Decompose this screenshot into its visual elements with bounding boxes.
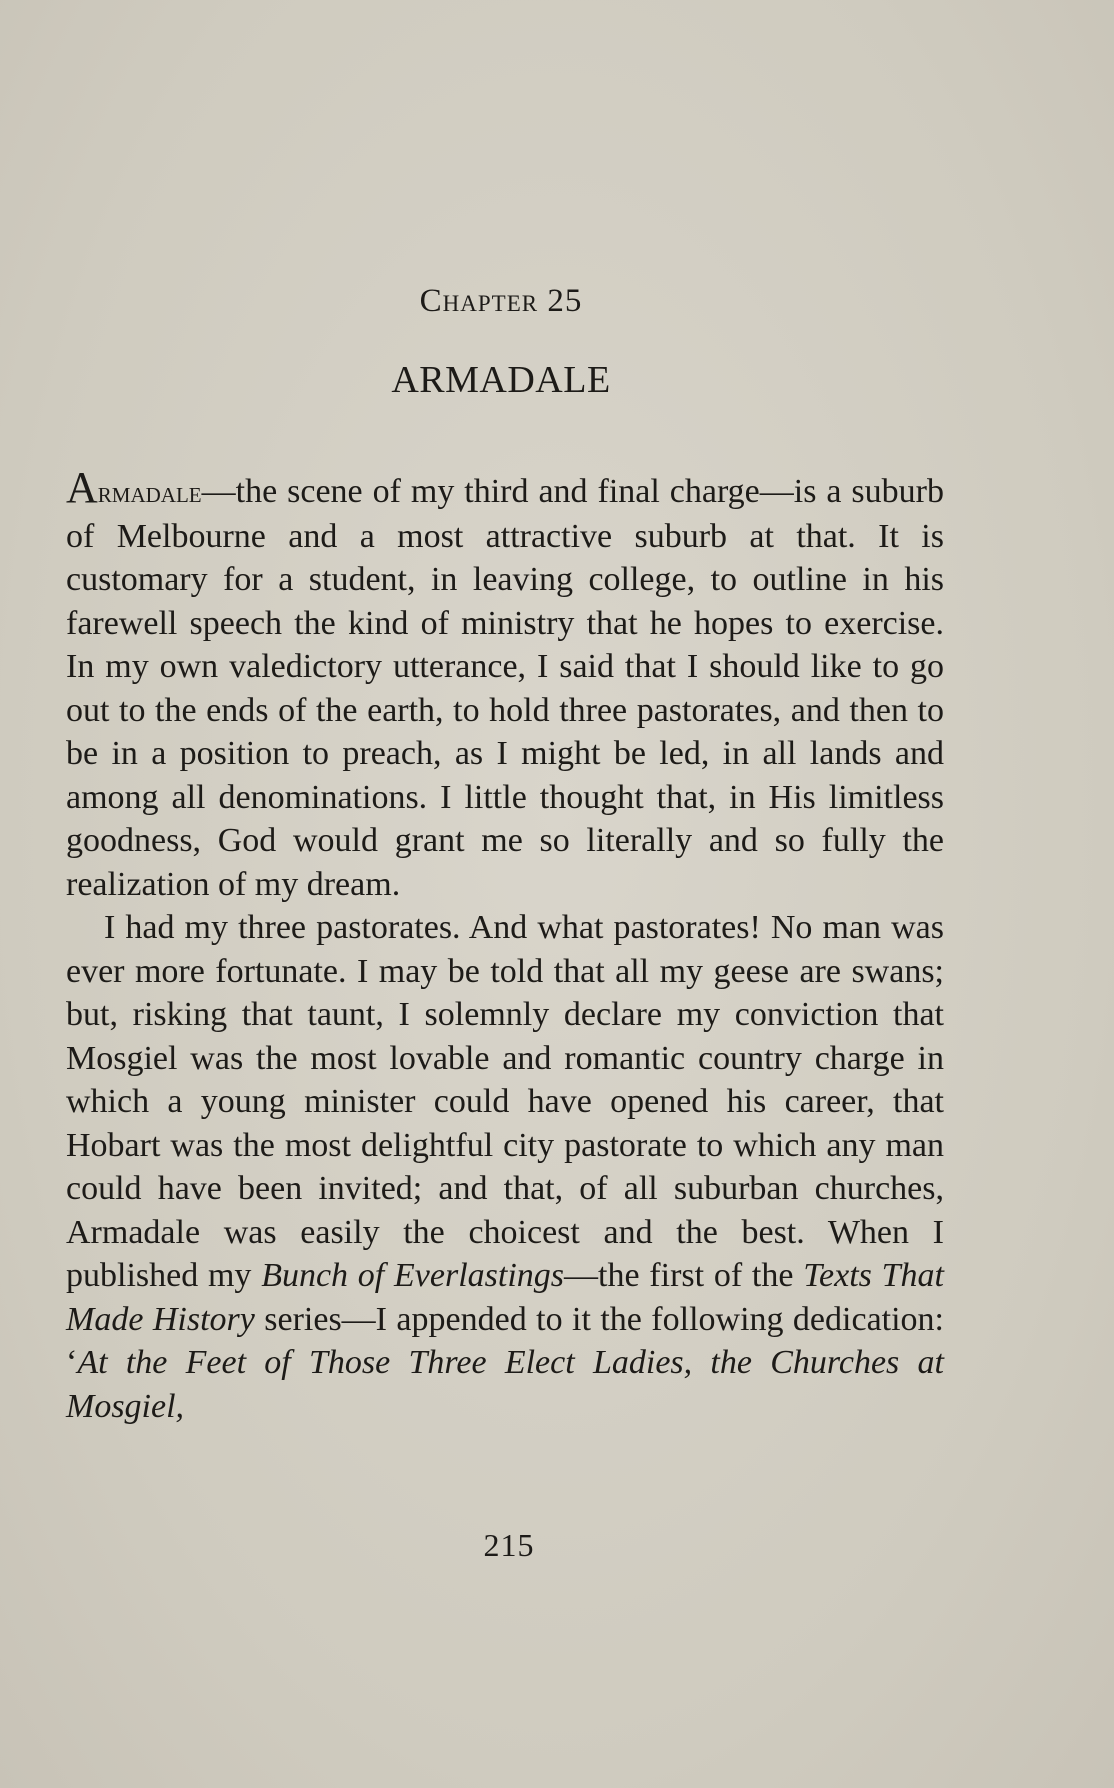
page-number: 215: [483, 1527, 535, 1563]
paragraph-2-text-a: I had my three pastorates. And what pastorates! No man was ever more fortunate. I may be told that all my geese are swans; but, risking that taunt, I solemnly declare my conviction that Mosgiel was the most lovable and romantic country charge in which a young minister could have opened his career, that Hobart was the most delightful city pastorate to which any man could have been invited; and that, of all suburban churches, Armadale was easily the choicest and the best. When I published my: [66, 909, 944, 1294]
book-title-bunch-of-everlastings: Bunch of Everlastings: [261, 1257, 564, 1294]
chapter-label: Chapter 25: [419, 283, 583, 319]
series-title: Texts That Made History: [66, 1257, 944, 1338]
paragraph-1: [66, 463, 944, 906]
dedication-text: At the Feet of Those Three Elect Ladies, the Churches at Mosgiel,: [66, 1344, 944, 1425]
paragraph-2-text-b: —the first of the: [564, 1257, 804, 1294]
paragraph-1-text: —the scene of my third and final charge—is a suburb of Melbourne and a most attractive suburb at that. It is customary for a student, in leaving college, to outline in his farewell speech the kind of ministry that he hopes to exercise. In my own valedictory utterance, I said that I should like to go out to the ends of the earth, to hold three pastorates, and then to be in a position to preach, as I might be led, in all lands and among all denominations. I little thought that, in His limitless goodness, God would grant me so literally and so fully the realization of my dream.: [66, 473, 944, 903]
paragraph-2-text-c: series—I appended to it the following dedication: ‘: [66, 1300, 944, 1381]
drop-cap: A: [66, 463, 98, 512]
chapter-title: ARMADALE: [391, 359, 611, 401]
small-caps-lead: rmadale: [97, 476, 202, 509]
paragraph-2: [66, 906, 944, 1428]
body-text: [66, 463, 944, 1428]
